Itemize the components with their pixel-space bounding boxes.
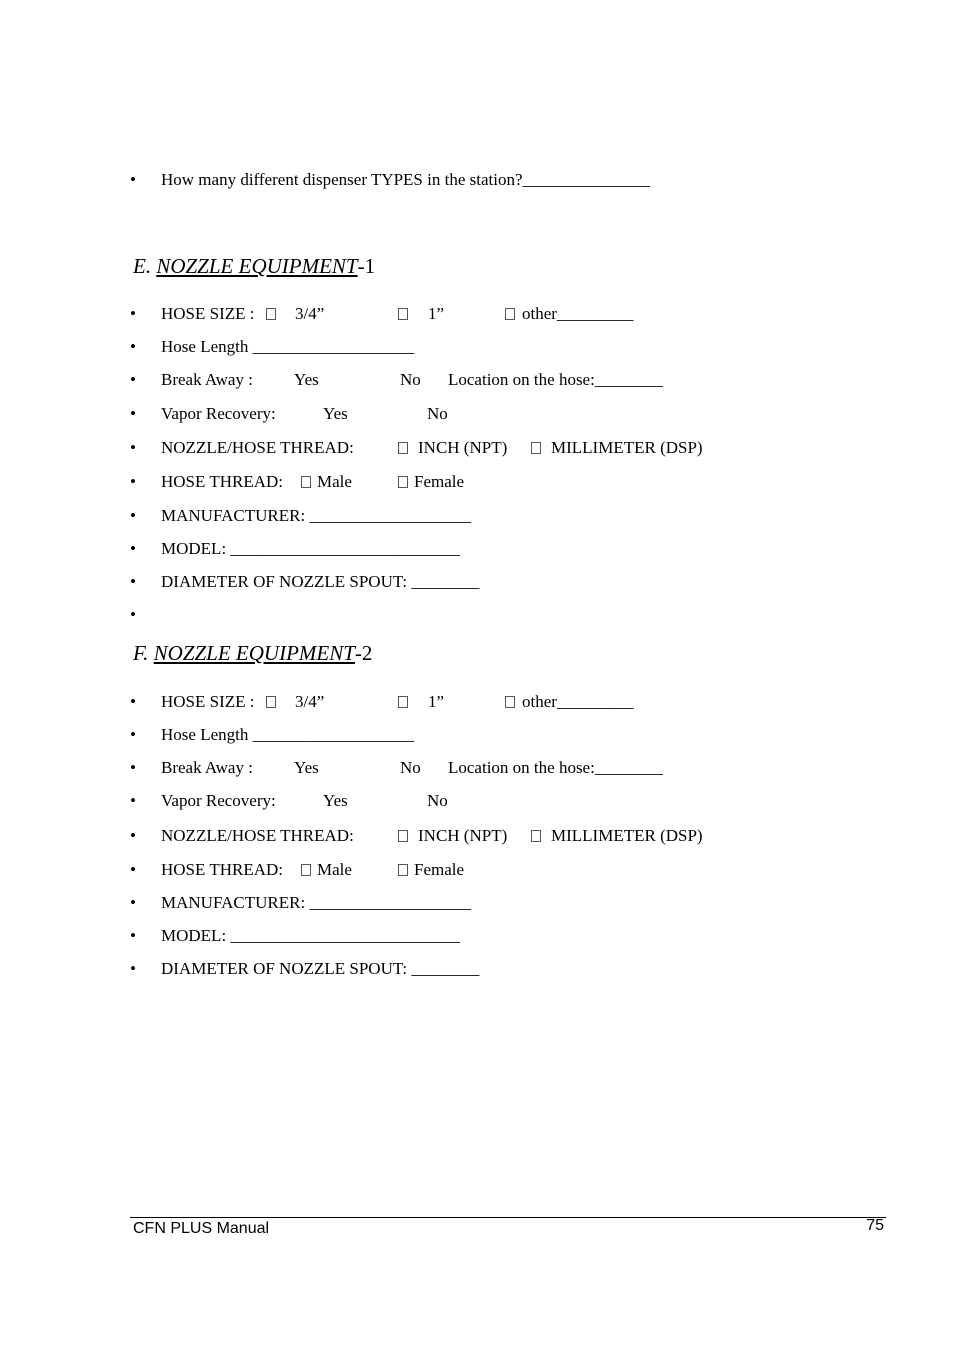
break-away-label: Break Away : — [161, 370, 253, 389]
hose-size-34-label: 3/4” — [295, 304, 325, 323]
vapor-recovery-label: Vapor Recovery: — [161, 404, 276, 423]
bullet: • — [130, 572, 136, 591]
hose-thread-label: HOSE THREAD: — [161, 472, 283, 491]
bullet: • — [130, 826, 136, 845]
break-away-location-field[interactable]: Location on the hose:________ — [448, 758, 663, 777]
bullet: • — [130, 893, 136, 912]
hose-size-other-field[interactable]: other_________ — [522, 692, 634, 711]
bullet: • — [130, 170, 136, 189]
vapor-recovery-no[interactable]: No — [427, 404, 448, 423]
inch-npt-checkbox[interactable] — [398, 826, 408, 846]
section-title: NOZZLE EQUIPMENT — [153, 641, 355, 665]
female-label: Female — [414, 472, 465, 491]
bullet: • — [130, 725, 136, 744]
break-away-no[interactable]: No — [400, 758, 421, 777]
break-away-yes[interactable]: Yes — [294, 370, 319, 389]
section-heading-e — [133, 254, 375, 278]
inch-npt-label: INCH (NPT) — [418, 438, 508, 457]
section-letter: E. — [133, 254, 152, 278]
section-title: NOZZLE EQUIPMENT — [156, 254, 358, 278]
bullet: • — [130, 539, 136, 558]
hose-size-34-checkbox[interactable] — [266, 304, 276, 324]
model-field[interactable]: MODEL: ___________________________ — [161, 539, 460, 558]
nozzle-hose-thread-label: NOZZLE/HOSE THREAD: — [161, 826, 354, 845]
male-label: Male — [317, 860, 352, 879]
millimeter-dsp-label: MILLIMETER (DSP) — [551, 438, 703, 457]
bullet: • — [130, 438, 136, 457]
nozzle-hose-thread-label: NOZZLE/HOSE THREAD: — [161, 438, 354, 457]
bullet: • — [130, 337, 136, 356]
hose-size-other-checkbox[interactable] — [505, 304, 515, 324]
vapor-recovery-yes[interactable]: Yes — [323, 404, 348, 423]
hose-size-other-field[interactable]: other_________ — [522, 304, 634, 323]
diameter-field[interactable]: DIAMETER OF NOZZLE SPOUT: ________ — [161, 572, 480, 591]
hose-size-34-label: 3/4” — [295, 692, 325, 711]
male-label: Male — [317, 472, 352, 491]
inch-npt-checkbox[interactable] — [398, 438, 408, 458]
hose-size-label: HOSE SIZE : — [161, 692, 255, 711]
hose-size-1-label: 1” — [428, 304, 445, 323]
vapor-recovery-yes[interactable]: Yes — [323, 791, 348, 810]
break-away-location-field[interactable]: Location on the hose:________ — [448, 370, 663, 389]
bullet: • — [130, 692, 136, 711]
bullet: • — [130, 791, 136, 810]
millimeter-dsp-label: MILLIMETER (DSP) — [551, 826, 703, 845]
hose-length-field[interactable]: Hose Length ___________________ — [161, 337, 415, 356]
millimeter-dsp-checkbox[interactable] — [531, 438, 541, 458]
diameter-field[interactable]: DIAMETER OF NOZZLE SPOUT: ________ — [161, 959, 480, 978]
hose-size-1-checkbox[interactable] — [398, 692, 408, 712]
hose-thread-label: HOSE THREAD: — [161, 860, 283, 879]
footer-rule — [130, 1217, 886, 1218]
section-letter: F. — [133, 641, 149, 665]
bullet: • — [130, 959, 136, 978]
footer-manual-title: CFN PLUS Manual — [133, 1220, 270, 1237]
bullet: • — [130, 926, 136, 945]
bullet: • — [130, 605, 136, 624]
female-checkbox[interactable] — [398, 860, 408, 880]
break-away-yes[interactable]: Yes — [294, 758, 319, 777]
footer-page-number: 75 — [866, 1217, 884, 1234]
bullet: • — [130, 506, 136, 525]
millimeter-dsp-checkbox[interactable] — [531, 826, 541, 846]
bullet: • — [130, 304, 136, 323]
section-suffix: -1 — [357, 254, 376, 278]
dispenser-types-text: How many different dispenser TYPES in the station?_______________ — [161, 170, 651, 189]
section-heading-f — [133, 641, 372, 665]
male-checkbox[interactable] — [301, 860, 311, 880]
model-field[interactable]: MODEL: ___________________________ — [161, 926, 460, 945]
hose-length-field[interactable]: Hose Length ___________________ — [161, 725, 415, 744]
bullet: • — [130, 860, 136, 879]
bullet: • — [130, 758, 136, 777]
manufacturer-field[interactable]: MANUFACTURER: ___________________ — [161, 893, 471, 912]
bullet: • — [130, 404, 136, 423]
hose-size-other-checkbox[interactable] — [505, 692, 515, 712]
break-away-no[interactable]: No — [400, 370, 421, 389]
vapor-recovery-label: Vapor Recovery: — [161, 791, 276, 810]
bullet: • — [130, 370, 136, 389]
hose-size-34-checkbox[interactable] — [266, 692, 276, 712]
section-suffix: -2 — [354, 641, 373, 665]
hose-size-1-checkbox[interactable] — [398, 304, 408, 324]
break-away-label: Break Away : — [161, 758, 253, 777]
vapor-recovery-no[interactable]: No — [427, 791, 448, 810]
male-checkbox[interactable] — [301, 472, 311, 492]
inch-npt-label: INCH (NPT) — [418, 826, 508, 845]
female-checkbox[interactable] — [398, 472, 408, 492]
bullet: • — [130, 472, 136, 491]
hose-size-1-label: 1” — [428, 692, 445, 711]
hose-size-label: HOSE SIZE : — [161, 304, 255, 323]
female-label: Female — [414, 860, 465, 879]
manufacturer-field[interactable]: MANUFACTURER: ___________________ — [161, 506, 471, 525]
